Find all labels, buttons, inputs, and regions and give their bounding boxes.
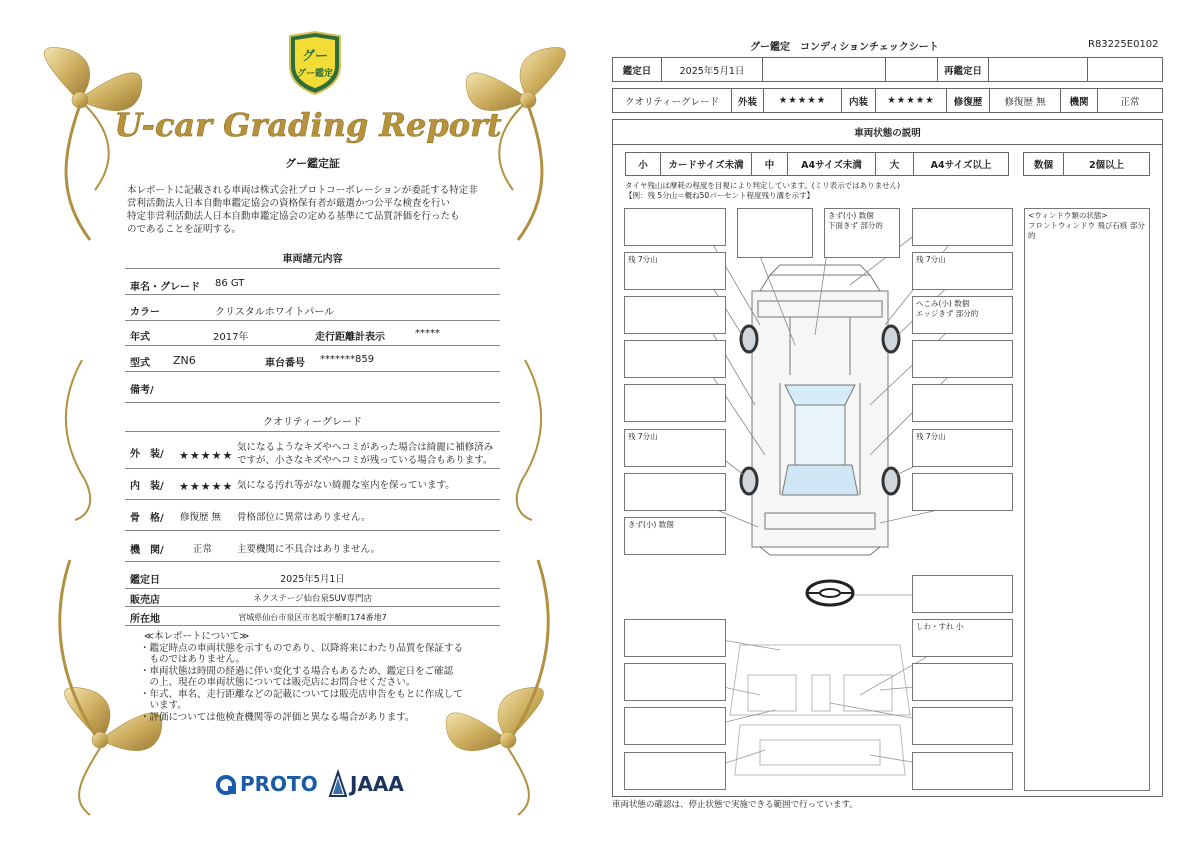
- divider: [125, 561, 500, 562]
- spec-heading: 車両諸元内容: [282, 254, 343, 265]
- tire-note-2: 【例：残 5分山＝概ね50パーセント程度残り溝を示す】: [625, 191, 815, 200]
- repair-label-cell: 修復歴: [946, 88, 990, 113]
- color-label: カラー: [130, 307, 160, 318]
- year-value: 2017年: [213, 332, 249, 343]
- exterior-stars-cell: ★★★★★: [763, 88, 842, 113]
- steering-wheel-icon: [807, 581, 853, 605]
- legend-mid: 中: [751, 152, 788, 176]
- diagram-box: [624, 663, 726, 701]
- divider: [125, 294, 500, 295]
- remarks-label: 備考/: [130, 385, 154, 396]
- divider: [125, 625, 500, 626]
- engine-comment: 主要機関に不具合はありません。: [237, 544, 381, 555]
- diagram-box-steering: [912, 575, 1013, 613]
- legend-mid-desc: A4サイズ未満: [787, 152, 876, 176]
- diagram-box-left-tire-front: 残 7分山: [624, 252, 726, 290]
- engine-value: 正常: [193, 544, 213, 555]
- diagram-box: [912, 208, 1013, 246]
- report-notes: [140, 631, 500, 723]
- tire-note-1: タイヤ残山は摩耗の程度を目視により判定しています。(ミリ表示ではありません): [625, 181, 901, 190]
- divider: [125, 468, 500, 469]
- intro-line: 営利活動法人日本自動車鑑定協会の資格保有者が厳選かつ公平な検査を行い: [127, 198, 451, 209]
- divider: [125, 530, 500, 531]
- diagram-box: [624, 296, 726, 334]
- date-value: 2025年5月1日: [280, 574, 345, 585]
- interior-comment: 気になる汚れ等がない綺麗な室内を保っています。: [237, 480, 455, 491]
- diagram-box-left-tire-rear: 残 7分山: [624, 429, 726, 467]
- interior-stars-cell: ★★★★★: [875, 88, 947, 113]
- frame-value: 修復歴 無: [180, 512, 222, 523]
- intro-line: 本レポートに記載される車両は株式会社プロトコーポレーションが委託する特定非: [127, 185, 478, 196]
- mileage-value: *****: [415, 328, 440, 339]
- note-line: ものではありません。: [140, 654, 246, 665]
- date-label-cell: 鑑定日: [612, 57, 662, 82]
- exterior-comment-2: ですが、小さなキズやヘコミが残っている場合もあります。: [237, 455, 493, 466]
- u-car-grading-report-title: [114, 98, 502, 150]
- frame-comment: 骨格部位に異常はありません。: [237, 512, 371, 523]
- chassis-value: *******859: [320, 354, 375, 365]
- legend-large: 大: [875, 152, 914, 176]
- diagram-box-right-tire-rear: 残 7分山: [912, 429, 1013, 467]
- legend-small: 小: [625, 152, 661, 176]
- model-value: ZN6: [173, 354, 196, 367]
- exterior-stars: ★★★★★: [179, 449, 234, 462]
- interior-label-cell: 内装: [841, 88, 876, 113]
- divider: [125, 402, 500, 403]
- diagram-box: [624, 752, 726, 790]
- goo-kantei-badge-icon: [286, 30, 344, 96]
- blank-cell: [1087, 57, 1163, 82]
- quality-label-cell: クオリティーグレード: [612, 88, 732, 113]
- engine-value-cell: 正常: [1097, 88, 1163, 113]
- diagram-box-interior-right: しわ・すれ 小: [912, 619, 1013, 657]
- legend-count: 数個: [1023, 152, 1064, 176]
- reeval-label-cell: 再鑑定日: [937, 57, 989, 82]
- divider: [125, 588, 500, 589]
- diagram-box-right-dent: へこみ(小) 数個 エッジきず 部分的: [912, 296, 1013, 334]
- frame-label: 骨 格/: [130, 513, 164, 524]
- interior-label: 内 装/: [130, 481, 164, 492]
- proto-logo-icon: [216, 774, 238, 796]
- note-line: います。: [140, 700, 187, 711]
- interior-stars: ★★★★★: [179, 480, 234, 493]
- divider: [125, 320, 500, 321]
- repair-value-cell: 修復歴 無: [989, 88, 1061, 113]
- diagram-box-right-tire-front: 残 7分山: [912, 252, 1013, 290]
- color-value: クリスタルホワイトパール: [215, 307, 335, 318]
- legend-large-desc: A4サイズ以上: [913, 152, 1009, 176]
- address-label: 所在地: [130, 614, 160, 625]
- quality-heading: クオリティーグレード: [263, 417, 362, 428]
- condition-heading: 車両状態の説明: [612, 119, 1163, 145]
- date-label: 鑑定日: [130, 575, 160, 586]
- exterior-comment-1: 気になるようなキズやヘコミがあった場合は綺麗に補修済み: [237, 442, 494, 453]
- chassis-label: 車台番号: [265, 358, 305, 369]
- svg-text:グー: グー: [301, 49, 329, 64]
- date-value-cell: 2025年5月1日: [661, 57, 763, 82]
- diagram-box: [912, 707, 1013, 745]
- blank-cell: [885, 57, 938, 82]
- diagram-box: [912, 663, 1013, 701]
- blank-cell: [762, 57, 886, 82]
- engine-label-cell: 機関: [1060, 88, 1098, 113]
- condition-check-sheet: [600, 0, 1200, 848]
- footer-note: 車両状態の確認は、停止状態で実施できる範囲で行っています。: [612, 800, 858, 810]
- name-value: 86 GT: [215, 278, 245, 289]
- shop-label: 販売店: [130, 595, 160, 606]
- window-status-title: <ウィンドウ類の状態>: [1028, 211, 1108, 220]
- jaaa-logo-text: JAAA: [350, 772, 404, 796]
- divider: [125, 431, 500, 432]
- window-status-value: フロントウィンドウ 飛び石痕 部分的: [1028, 221, 1145, 240]
- diagram-box: [912, 340, 1013, 378]
- window-status-panel: [1024, 208, 1150, 791]
- divider: [125, 371, 500, 372]
- diagram-box: [624, 619, 726, 657]
- diagram-box: [912, 752, 1013, 790]
- note-line: ・年式、車名、走行距離などの記載については販売店申告をもとに作成して: [140, 688, 463, 700]
- diagram-box-top-center-right: きず(小) 数個 下面きず 部分的: [824, 208, 900, 258]
- divider: [125, 606, 500, 607]
- notes-title: ≪本レポートについて≫: [144, 631, 250, 642]
- intro-line: のであることを証明する。: [127, 224, 242, 235]
- note-line: ・鑑定時点の車両状態を示すものであり、以降将来にわたり品質を保証する: [140, 642, 464, 654]
- jaaa-logo-icon: [328, 770, 348, 798]
- year-label: 年式: [130, 332, 150, 343]
- svg-text:U-car Grading Report: U-car Grading Report: [114, 106, 502, 144]
- diagram-box-left-bottom: きず(小) 数個: [624, 517, 726, 555]
- reeval-value-cell: [988, 57, 1088, 82]
- intro-line: 特定非営利活動法人日本自動車鑑定協会の定める基準にて品質評価を行ったも: [127, 211, 460, 222]
- certificate-heading: グー鑑定証: [285, 157, 340, 170]
- diagram-box: [737, 208, 813, 258]
- shop-value: ネクステージ仙台泉SUV専門店: [252, 594, 372, 604]
- note-line: ・評価については他検査機関等の評価と異なる場合があります。: [140, 711, 415, 723]
- name-label: 車名・グレード: [130, 282, 200, 293]
- diagram-box: [912, 384, 1013, 422]
- diagram-box: [912, 473, 1013, 511]
- address-value: 宮城県仙台市泉区市名坂字楯町174番地7: [238, 613, 387, 622]
- diagram-box: [624, 473, 726, 511]
- exterior-label: 外 装/: [130, 449, 164, 460]
- diagram-box: [624, 384, 726, 422]
- svg-text:グー鑑定: グー鑑定: [296, 69, 334, 79]
- diagram-box: [624, 340, 726, 378]
- note-line: ・車両状態は時間の経過に伴い変化する場合もあるため、鑑定日をご確認: [140, 665, 454, 677]
- exterior-label-cell: 外装: [731, 88, 764, 113]
- divider: [125, 499, 500, 500]
- diagram-box: [624, 707, 726, 745]
- sheet-id: R83225E0102: [1088, 39, 1159, 50]
- proto-logo-text: PROTO: [240, 772, 318, 796]
- legend-small-desc: カードサイズ未満: [660, 152, 752, 176]
- divider: [125, 345, 500, 346]
- divider: [125, 268, 500, 269]
- certificate-intro: [127, 184, 497, 236]
- diagram-box: [624, 208, 726, 246]
- engine-label: 機 関/: [130, 545, 164, 556]
- legend-count-desc: 2個以上: [1063, 152, 1150, 176]
- model-label: 型式: [130, 358, 150, 369]
- mileage-label: 走行距離計表示: [315, 332, 385, 343]
- note-line: の上、現在の車両状態については販売店にお問合せください。: [140, 677, 416, 688]
- sheet-title: グー鑑定 コンディションチェックシート: [750, 42, 939, 53]
